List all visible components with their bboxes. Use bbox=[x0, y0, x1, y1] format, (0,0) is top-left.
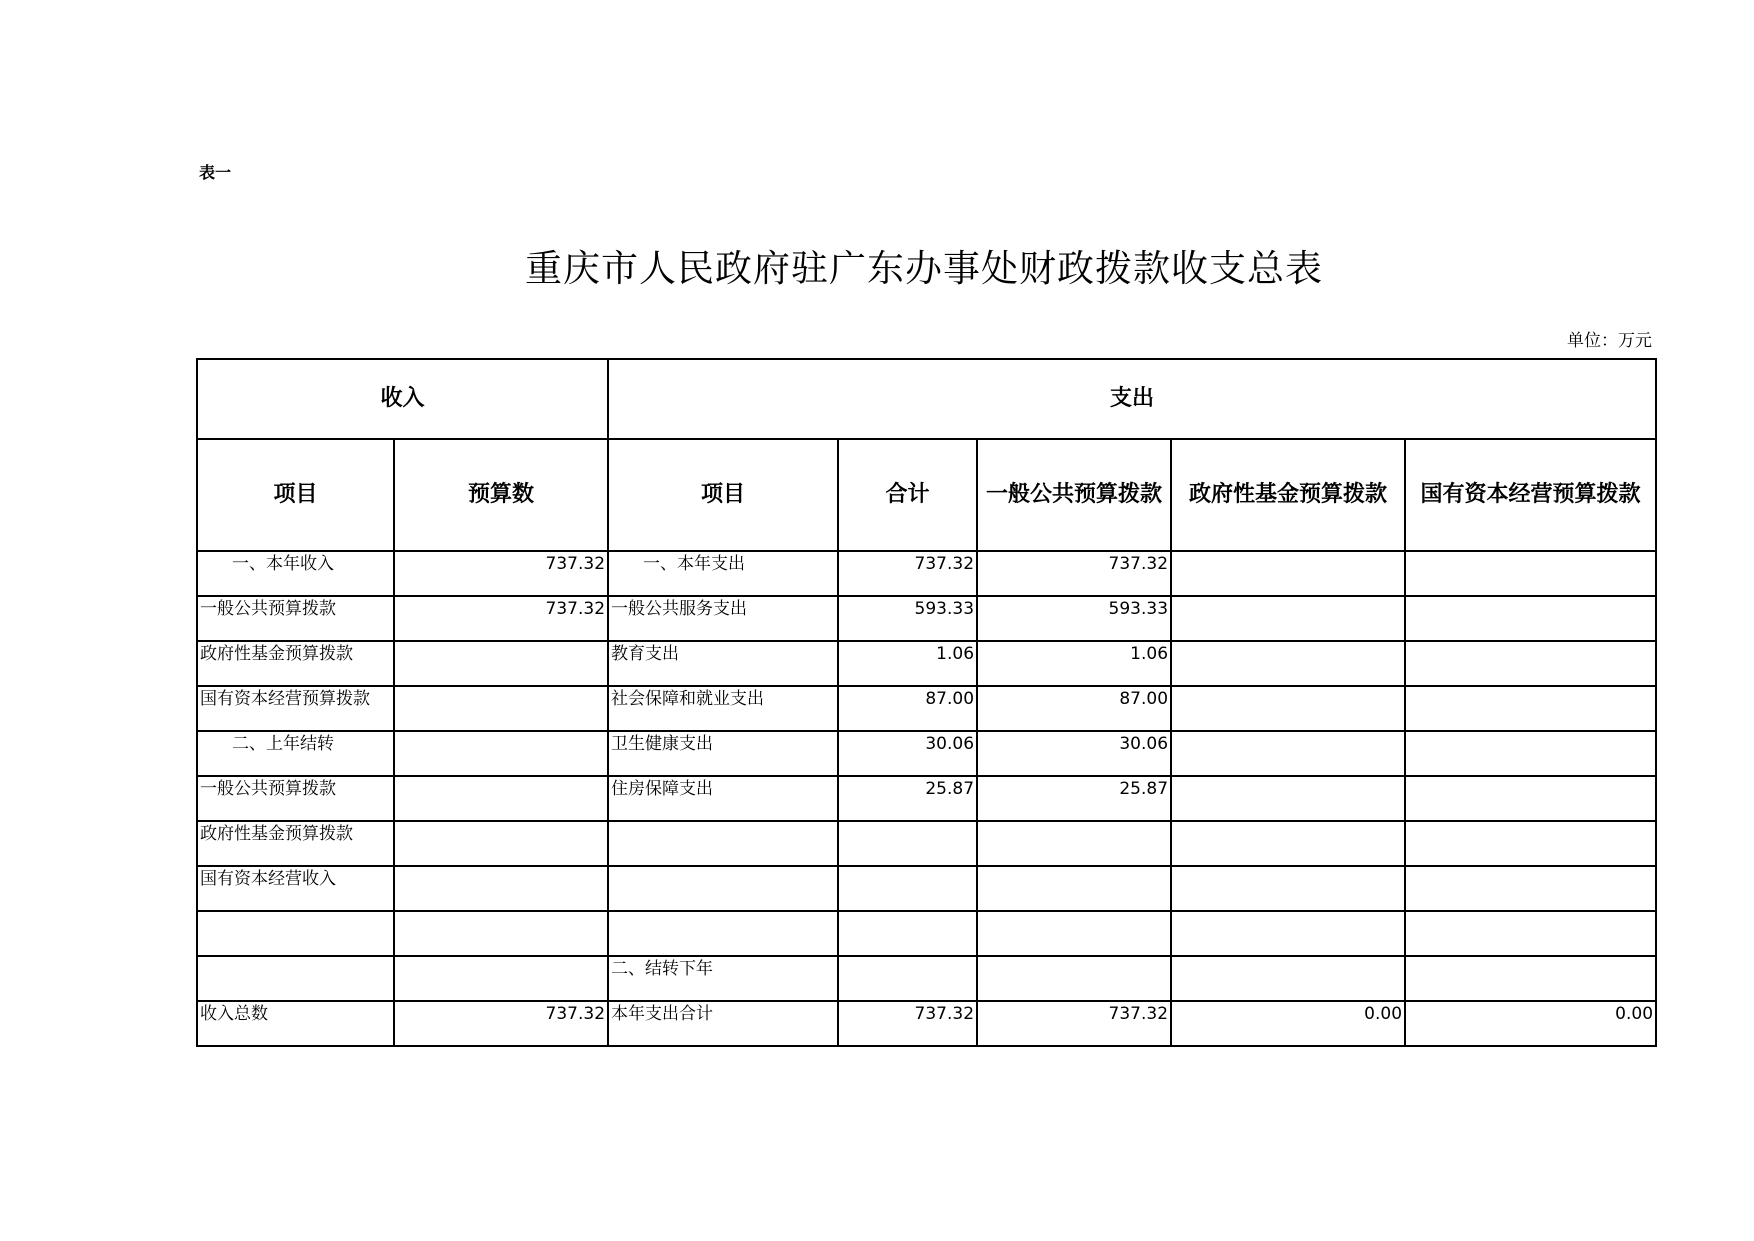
state-capital-budget-cell bbox=[1405, 866, 1656, 911]
expense-total-cell: 25.87 bbox=[838, 776, 977, 821]
income-item-cell: 收入总数 bbox=[197, 1001, 394, 1046]
table-number-label: 表一 bbox=[199, 163, 232, 182]
expense-total-cell bbox=[838, 956, 977, 1001]
expense-total-cell bbox=[838, 911, 977, 956]
gov-fund-budget-cell bbox=[1171, 911, 1405, 956]
income-header: 收入 bbox=[197, 359, 608, 439]
expense-item-cell: 卫生健康支出 bbox=[608, 731, 838, 776]
table-row bbox=[197, 956, 1656, 1001]
table-row bbox=[197, 776, 1656, 821]
table-row bbox=[197, 641, 1656, 686]
income-amount-cell bbox=[394, 911, 608, 956]
expense-total-cell: 593.33 bbox=[838, 596, 977, 641]
unit-label: 单位：万元 bbox=[1567, 331, 1652, 351]
gov-fund-budget-cell bbox=[1171, 821, 1405, 866]
expense-total-cell: 737.32 bbox=[838, 551, 977, 596]
expense-header: 支出 bbox=[608, 359, 1656, 439]
gov-fund-budget-cell bbox=[1171, 776, 1405, 821]
expense-total-cell: 737.32 bbox=[838, 1001, 977, 1046]
gov-fund-budget-cell bbox=[1171, 641, 1405, 686]
income-item-cell bbox=[197, 911, 394, 956]
table-row bbox=[197, 686, 1656, 731]
column-header: 合计 bbox=[838, 439, 977, 551]
income-item-cell: 政府性基金预算拨款 bbox=[197, 821, 394, 866]
state-capital-budget-cell bbox=[1405, 596, 1656, 641]
expense-item-cell bbox=[608, 911, 838, 956]
expense-item-cell bbox=[608, 866, 838, 911]
general-budget-cell: 30.06 bbox=[977, 731, 1171, 776]
column-header: 项目 bbox=[197, 439, 394, 551]
general-budget-cell: 737.32 bbox=[977, 551, 1171, 596]
income-amount-cell bbox=[394, 866, 608, 911]
page-title: 重庆市人民政府驻广东办事处财政拨款收支总表 bbox=[525, 247, 1323, 290]
state-capital-budget-cell bbox=[1405, 551, 1656, 596]
state-capital-budget-cell: 0.00 bbox=[1405, 1001, 1656, 1046]
column-header: 政府性基金预算拨款 bbox=[1171, 439, 1405, 551]
expense-item-cell bbox=[608, 821, 838, 866]
income-item-cell: 国有资本经营预算拨款 bbox=[197, 686, 394, 731]
column-header: 国有资本经营预算拨款 bbox=[1405, 439, 1656, 551]
gov-fund-budget-cell bbox=[1171, 866, 1405, 911]
state-capital-budget-cell bbox=[1405, 821, 1656, 866]
income-amount-cell bbox=[394, 686, 608, 731]
expense-total-cell bbox=[838, 821, 977, 866]
expense-item-cell: 一般公共服务支出 bbox=[608, 596, 838, 641]
income-item-cell bbox=[197, 956, 394, 1001]
expense-item-cell: 本年支出合计 bbox=[608, 1001, 838, 1046]
expense-total-cell: 87.00 bbox=[838, 686, 977, 731]
gov-fund-budget-cell bbox=[1171, 686, 1405, 731]
general-budget-cell bbox=[977, 956, 1171, 1001]
general-budget-cell bbox=[977, 911, 1171, 956]
income-amount-cell bbox=[394, 641, 608, 686]
income-amount-cell: 737.32 bbox=[394, 596, 608, 641]
state-capital-budget-cell bbox=[1405, 776, 1656, 821]
income-amount-cell bbox=[394, 776, 608, 821]
income-item-cell: 一般公共预算拨款 bbox=[197, 596, 394, 641]
gov-fund-budget-cell: 0.00 bbox=[1171, 1001, 1405, 1046]
expense-item-cell: 一、本年支出 bbox=[608, 551, 838, 596]
table-row bbox=[197, 821, 1656, 866]
general-budget-cell: 593.33 bbox=[977, 596, 1171, 641]
gov-fund-budget-cell bbox=[1171, 731, 1405, 776]
expense-item-cell: 社会保障和就业支出 bbox=[608, 686, 838, 731]
expense-item-cell: 住房保障支出 bbox=[608, 776, 838, 821]
expense-item-cell: 教育支出 bbox=[608, 641, 838, 686]
budget-summary-table bbox=[196, 358, 1657, 1047]
column-header: 预算数 bbox=[394, 439, 608, 551]
income-amount-cell: 737.32 bbox=[394, 551, 608, 596]
gov-fund-budget-cell bbox=[1171, 596, 1405, 641]
expense-total-cell: 30.06 bbox=[838, 731, 977, 776]
income-amount-cell bbox=[394, 731, 608, 776]
income-item-cell: 一般公共预算拨款 bbox=[197, 776, 394, 821]
general-budget-cell: 1.06 bbox=[977, 641, 1171, 686]
state-capital-budget-cell bbox=[1405, 956, 1656, 1001]
income-item-cell: 国有资本经营收入 bbox=[197, 866, 394, 911]
general-budget-cell: 737.32 bbox=[977, 1001, 1171, 1046]
income-amount-cell bbox=[394, 821, 608, 866]
table-row bbox=[197, 596, 1656, 641]
general-budget-cell: 25.87 bbox=[977, 776, 1171, 821]
table-row bbox=[197, 911, 1656, 956]
state-capital-budget-cell bbox=[1405, 641, 1656, 686]
table-row bbox=[197, 866, 1656, 911]
table-row bbox=[197, 731, 1656, 776]
expense-total-cell: 1.06 bbox=[838, 641, 977, 686]
state-capital-budget-cell bbox=[1405, 731, 1656, 776]
column-header: 项目 bbox=[608, 439, 838, 551]
income-item-cell: 二、上年结转 bbox=[197, 731, 394, 776]
table-row bbox=[197, 551, 1656, 596]
income-amount-cell: 737.32 bbox=[394, 1001, 608, 1046]
general-budget-cell bbox=[977, 821, 1171, 866]
income-amount-cell bbox=[394, 956, 608, 1001]
column-header: 一般公共预算拨款 bbox=[977, 439, 1171, 551]
table-row bbox=[197, 1001, 1656, 1046]
general-budget-cell bbox=[977, 866, 1171, 911]
expense-total-cell bbox=[838, 866, 977, 911]
state-capital-budget-cell bbox=[1405, 911, 1656, 956]
expense-item-cell: 二、结转下年 bbox=[608, 956, 838, 1001]
gov-fund-budget-cell bbox=[1171, 956, 1405, 1001]
income-item-cell: 政府性基金预算拨款 bbox=[197, 641, 394, 686]
income-item-cell: 一、本年收入 bbox=[197, 551, 394, 596]
state-capital-budget-cell bbox=[1405, 686, 1656, 731]
general-budget-cell: 87.00 bbox=[977, 686, 1171, 731]
gov-fund-budget-cell bbox=[1171, 551, 1405, 596]
